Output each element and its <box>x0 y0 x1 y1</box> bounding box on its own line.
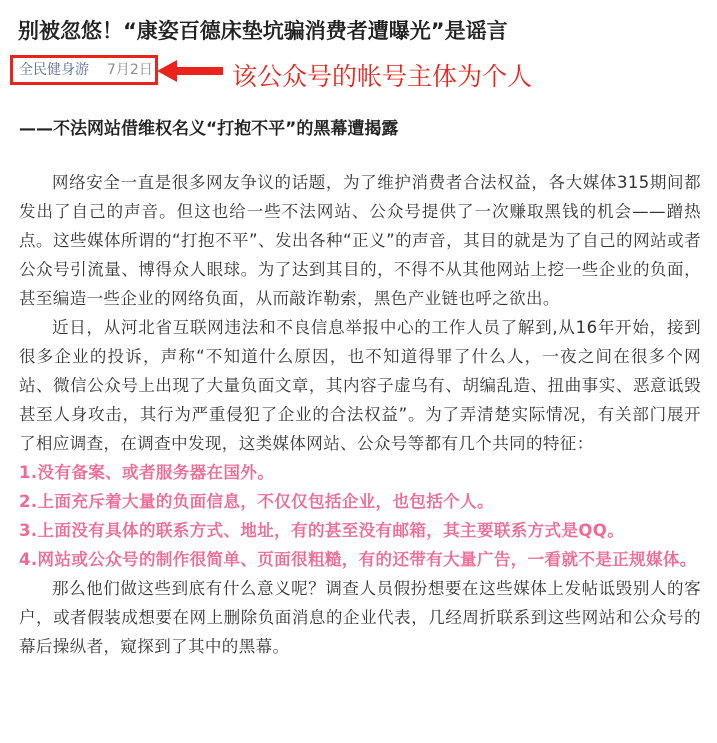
feature-item-4: 4.网站或公众号的制作很简单、页面很粗糙，有的还带有大量广告，一看就不是正规媒体。 <box>19 550 697 569</box>
article-title: 别被忽悠！“康姿百德床垫坑骗消费者遭曝光”是谣言 <box>18 19 508 43</box>
publish-date: 7月2日 <box>107 62 153 78</box>
annotation-text: 该公众号的帐号主体为个人 <box>232 62 533 91</box>
account-name-link[interactable]: 全民健身游 <box>19 62 89 78</box>
article-subtitle: ——不法网站借维权名义“打抱不平”的黑幕遭揭露 <box>19 119 399 139</box>
closing-paragraph: 那么他们做这些到底有什么意义呢？调查人员假扮想要在这些媒体上发帖诋毁别人的客户，或者假装成想要在网上删除负面消息的企业代表，几经周折联系到这些网站和公众号的幕后操纵者，窥探到了其中的黑幕。 <box>19 579 701 656</box>
paragraph-2: 近日，从河北省互联网违法和不良信息举报中心的工作人员了解到,从16年开始，接到很多企业的投诉，声称“不知道什么原因，也不知道得罪了什么人，一夜之间在很多个网站、微信公众号上出现了大量负面文章，其内容子虚乌有、胡编乱造、扭曲事实、恶意诋毁甚至人身攻击，其行为严重侵犯了企业的合法权益”。为了弄清楚实际情况，有关部门展开了相应调查，在调查中发现，这类媒体网站、公众号等都有几个共同的特征： <box>19 318 701 453</box>
feature-item-2: 2.上面充斥着大量的负面信息，不仅仅包括企业，也包括个人。 <box>19 492 494 511</box>
paragraph-1: 网络安全一直是很多网友争议的话题，为了维护消费者合法权益，各大媒体315期间都发出了自己的声音。但这也给一些不法网站、公众号提供了一次赚取黑钱的机会——蹭热点。这些媒体所谓的“打抱不平”、发出各种“正义”的声音，其目的就是为了自己的网站或者公众号引流量、博得众人眼球。为了达到其目的，不得不从其他网站上挖一些企业的负面，甚至编造一些企业的网络负面，从而敲诈勒索，黑色产业链也呼之欲出。 <box>19 173 701 308</box>
article-body <box>19 168 701 661</box>
feature-item-1: 1.没有备案、或者服务器在国外。 <box>19 463 275 482</box>
feature-item-3: 3.上面没有具体的联系方式、地址，有的甚至没有邮箱，其主要联系方式是QQ。 <box>19 521 625 540</box>
left-arrow-icon <box>155 58 225 84</box>
